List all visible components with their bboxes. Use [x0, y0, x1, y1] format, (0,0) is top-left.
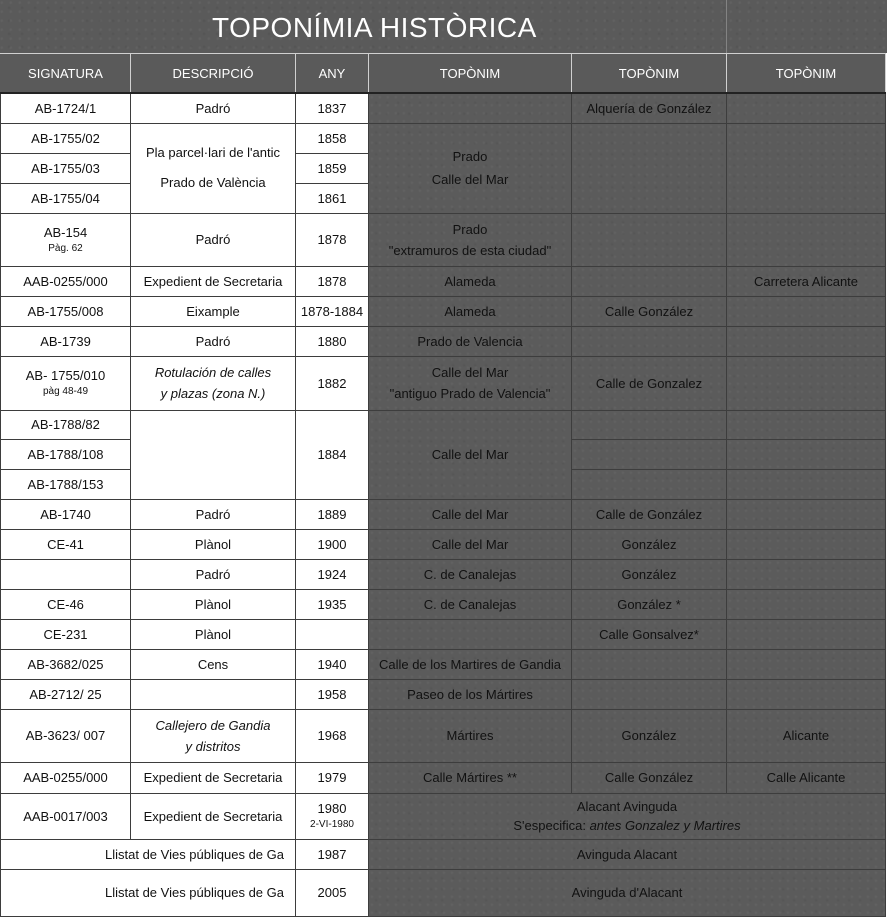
signatura-cell: AB-2712/ 25	[1, 679, 131, 709]
toponim1-cell	[369, 93, 572, 123]
descripcio-cell	[131, 709, 296, 762]
toponim2-cell	[572, 439, 727, 469]
toponim3-cell: Calle Alicante	[727, 762, 886, 793]
any-cell: 1987	[296, 839, 369, 869]
signatura-note: pàg 48-49	[42, 386, 89, 397]
toponim3-cell	[727, 326, 886, 356]
table-row	[1, 709, 886, 762]
signatura-cell: AB-1788/82	[1, 410, 131, 439]
descripcio-cell: Plànol	[131, 619, 296, 649]
table-row	[1, 649, 886, 679]
descripcio-line: Rotulación de calles	[154, 365, 272, 380]
signatura-cell: AAB-0255/000	[1, 762, 131, 793]
toponim3-cell	[727, 529, 886, 559]
table-row	[1, 296, 886, 326]
toponim3-cell	[727, 469, 886, 499]
toponim3-cell	[727, 213, 886, 266]
toponim1-cell	[369, 356, 572, 410]
toponim2-cell	[572, 266, 727, 296]
descripcio-line: Callejero de Gandia	[155, 717, 271, 733]
document-title: TOPONÍMIA HISTÒRICA	[212, 12, 537, 43]
toponim3-cell	[727, 93, 886, 123]
toponim-line	[371, 816, 883, 835]
any-cell: 1859	[296, 153, 369, 183]
descripcio-cell: Cens	[131, 649, 296, 679]
table-row	[1, 793, 886, 839]
signatura-cell: AB-3682/025	[1, 649, 131, 679]
toponim-merged-cell: Avinguda Alacant	[369, 839, 886, 869]
descripcio-cell: Llistat de Vies públiques de Ga	[1, 839, 296, 869]
toponim2-cell: Calle Gonsalvez*	[572, 619, 727, 649]
toponim3-cell	[727, 589, 886, 619]
any-cell: 1884	[296, 410, 369, 499]
toponim2-cell	[572, 469, 727, 499]
signatura-cell: AB-3623/ 007	[1, 709, 131, 762]
toponim-line: Prado	[452, 149, 488, 164]
toponim2-cell: Alquería de González	[572, 93, 727, 123]
toponim2-cell: González	[572, 529, 727, 559]
toponim2-cell	[572, 123, 727, 213]
any-cell: 2005	[296, 869, 369, 916]
signatura-cell: AB-1755/02	[1, 123, 131, 153]
descripcio-cell: Padró	[131, 93, 296, 123]
toponim2-cell: González	[572, 709, 727, 762]
signatura-cell: AB-1739	[1, 326, 131, 356]
toponim1-cell: Mártires	[369, 709, 572, 762]
any-cell: 1900	[296, 529, 369, 559]
header-descripcio: DESCRIPCIÓ	[131, 54, 296, 94]
toponim1-cell: C. de Canalejas	[369, 589, 572, 619]
toponim3-cell: Alicante	[727, 709, 886, 762]
toponim3-cell	[727, 410, 886, 439]
signatura-cell	[1, 213, 131, 266]
signatura-cell: AB-1724/1	[1, 93, 131, 123]
descripcio-cell: Expedient de Secretaria	[131, 793, 296, 839]
toponim1-cell: Calle de los Martires de Gandia	[369, 649, 572, 679]
toponim1-cell: C. de Canalejas	[369, 559, 572, 589]
table-row	[1, 762, 886, 793]
toponim2-cell	[572, 679, 727, 709]
table-row	[1, 589, 886, 619]
header-toponim-3: TOPÒNIM	[727, 54, 886, 94]
table-row	[1, 839, 886, 869]
toponim1-cell: Alameda	[369, 296, 572, 326]
signatura-cell: AB-1755/04	[1, 183, 131, 213]
toponim2-cell	[572, 649, 727, 679]
signatura-cell: AAB-0255/000	[1, 266, 131, 296]
toponim1-cell: Prado de Valencia	[369, 326, 572, 356]
signatura-value: AB- 1755/010	[25, 368, 106, 383]
toponim-note-prefix: S'especifica:	[513, 818, 590, 833]
toponim-line: Calle del Mar	[431, 172, 509, 187]
toponim3-cell	[727, 296, 886, 326]
title-divider	[726, 0, 727, 53]
any-cell: 1935	[296, 589, 369, 619]
signatura-note: Pàg. 62	[48, 242, 83, 254]
descripcio-line: y plazas (zona N.)	[160, 386, 266, 401]
any-note: 2-VI-1980	[310, 819, 354, 830]
descripcio-cell: Padró	[131, 213, 296, 266]
table-row	[1, 679, 886, 709]
toponim2-cell: González *	[572, 589, 727, 619]
any-cell: 1880	[296, 326, 369, 356]
toponim1-cell: Alameda	[369, 266, 572, 296]
toponymy-table	[0, 53, 886, 917]
descripcio-cell	[131, 356, 296, 410]
signatura-cell	[1, 356, 131, 410]
signatura-cell: AB-1788/153	[1, 469, 131, 499]
descripcio-cell	[131, 679, 296, 709]
toponim-merged-cell	[369, 793, 886, 839]
header-toponim-2: TOPÒNIM	[572, 54, 727, 94]
any-cell: 1940	[296, 649, 369, 679]
table-row	[1, 213, 886, 266]
toponim3-cell	[727, 559, 886, 589]
any-cell: 1979	[296, 762, 369, 793]
signatura-cell: AB-1755/03	[1, 153, 131, 183]
toponim1-cell	[369, 213, 572, 266]
toponim2-cell	[572, 213, 727, 266]
table-row	[1, 356, 886, 410]
descripcio-line: y distritos	[185, 738, 241, 754]
any-cell: 1882	[296, 356, 369, 410]
toponim3-cell	[727, 499, 886, 529]
toponim2-cell	[572, 410, 727, 439]
table-row	[1, 619, 886, 649]
toponim-line: Alacant Avinguda	[576, 799, 678, 814]
toponim1-cell: Calle del Mar	[369, 529, 572, 559]
signatura-value: AB-154	[43, 224, 88, 240]
any-cell: 1968	[296, 709, 369, 762]
table-row	[1, 410, 886, 439]
toponim3-cell	[727, 356, 886, 410]
table-row	[1, 559, 886, 589]
descripcio-cell: Padró	[131, 326, 296, 356]
descripcio-cell: Llistat de Vies públiques de Ga	[1, 869, 296, 916]
table-row	[1, 499, 886, 529]
toponim3-cell	[727, 619, 886, 649]
toponim2-cell: González	[572, 559, 727, 589]
descripcio-cell: Padró	[131, 559, 296, 589]
toponim-merged-cell: Avinguda d'Alacant	[369, 869, 886, 916]
toponim2-cell: Calle de González	[572, 499, 727, 529]
any-cell: 1837	[296, 93, 369, 123]
signatura-cell: CE-231	[1, 619, 131, 649]
toponim1-cell: Calle Mártires **	[369, 762, 572, 793]
descripcio-cell: Plànol	[131, 529, 296, 559]
toponim2-cell	[572, 326, 727, 356]
toponim-line: "extramuros de esta ciudad"	[388, 242, 552, 258]
descripcio-cell: Plànol	[131, 589, 296, 619]
any-cell: 1858	[296, 123, 369, 153]
descripcio-cell	[131, 410, 296, 499]
title-bar	[0, 0, 887, 53]
descripcio-cell: Expedient de Secretaria	[131, 266, 296, 296]
toponim1-cell: Paseo de los Mártires	[369, 679, 572, 709]
toponim3-cell	[727, 679, 886, 709]
toponim1-cell: Calle del Mar	[369, 410, 572, 499]
header-row	[1, 54, 886, 94]
signatura-cell: AB-1755/008	[1, 296, 131, 326]
toponim3-cell: Carretera Alicante	[727, 266, 886, 296]
any-cell: 1878	[296, 213, 369, 266]
toponim3-cell	[727, 649, 886, 679]
header-signatura: SIGNATURA	[1, 54, 131, 94]
signatura-cell: CE-41	[1, 529, 131, 559]
toponim-line: Calle del Mar	[431, 365, 509, 380]
toponim2-cell: Calle González	[572, 296, 727, 326]
table-row	[1, 869, 886, 916]
signatura-cell: AB-1740	[1, 499, 131, 529]
any-cell	[296, 793, 369, 839]
any-cell: 1878-1884	[296, 296, 369, 326]
header-any: ANY	[296, 54, 369, 94]
any-cell	[296, 619, 369, 649]
descripcio-cell: Expedient de Secretaria	[131, 762, 296, 793]
toponim-line: "antiguo Prado de Valencia"	[389, 386, 551, 401]
table-row	[1, 93, 886, 123]
toponim-line: Prado	[452, 221, 488, 237]
any-cell: 1889	[296, 499, 369, 529]
toponim3-cell	[727, 439, 886, 469]
table-row	[1, 529, 886, 559]
any-cell: 1878	[296, 266, 369, 296]
descripcio-line: Pla parcel·lari de l'antic	[146, 145, 280, 160]
descripcio-line: Prado de València	[160, 175, 266, 190]
signatura-cell: AAB-0017/003	[1, 793, 131, 839]
header-toponim-1: TOPÒNIM	[369, 54, 572, 94]
descripcio-cell: Eixample	[131, 296, 296, 326]
toponim3-cell	[727, 123, 886, 213]
signatura-cell	[1, 559, 131, 589]
any-value: 1980	[317, 801, 347, 816]
any-cell: 1958	[296, 679, 369, 709]
toponim2-cell: Calle de Gonzalez	[572, 356, 727, 410]
table-row	[1, 266, 886, 296]
toponim-note-italic: antes Gonzalez y Martires	[589, 818, 741, 833]
signatura-cell: CE-46	[1, 589, 131, 619]
toponim1-cell	[369, 619, 572, 649]
any-cell: 1924	[296, 559, 369, 589]
toponim2-cell: Calle González	[572, 762, 727, 793]
table-row	[1, 326, 886, 356]
signatura-cell: AB-1788/108	[1, 439, 131, 469]
any-cell: 1861	[296, 183, 369, 213]
descripcio-cell	[131, 123, 296, 213]
toponim1-cell	[369, 123, 572, 213]
descripcio-cell: Padró	[131, 499, 296, 529]
table-row	[1, 123, 886, 153]
toponim1-cell: Calle del Mar	[369, 499, 572, 529]
